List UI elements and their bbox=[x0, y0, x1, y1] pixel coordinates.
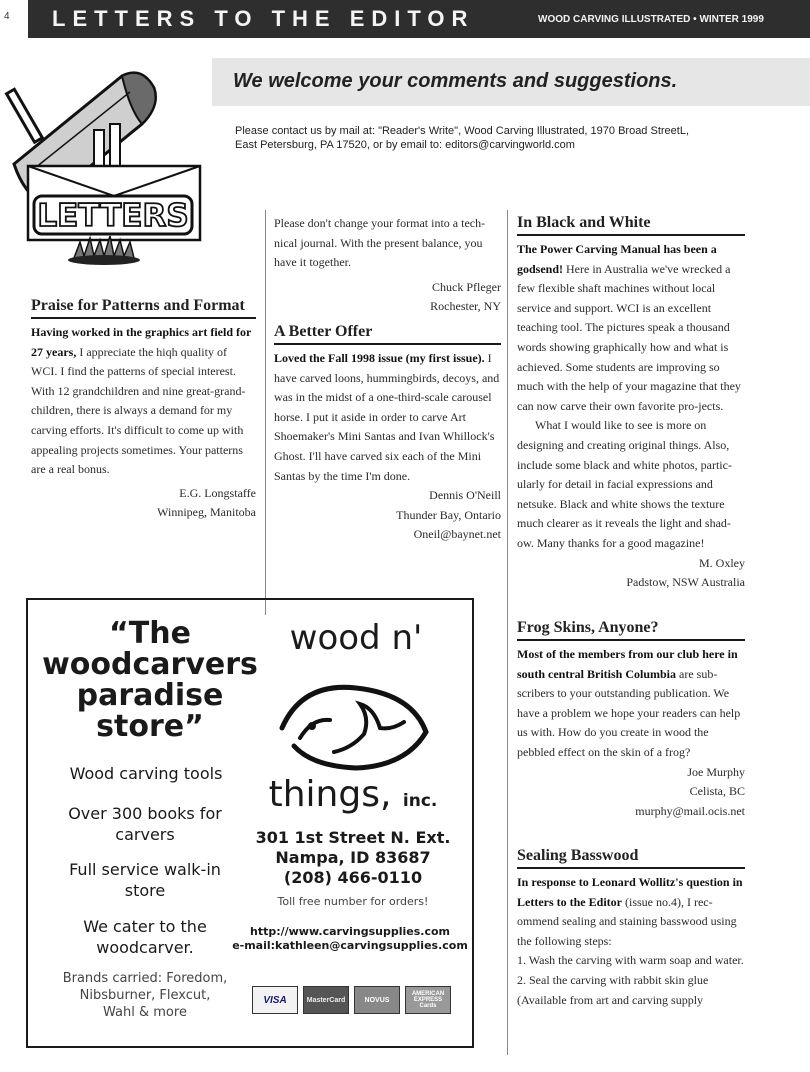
signature-location: Rochester, NY bbox=[430, 299, 501, 314]
ad-address-street: 301 1st Street N. Ext. bbox=[255, 828, 451, 847]
letter-praise bbox=[31, 296, 256, 523]
column-divider bbox=[507, 210, 508, 1055]
ad-email[interactable]: e-mail:kathleen@carvingsupplies.com bbox=[232, 939, 468, 952]
body-praise: I appreciate the hiqh quality of WCI. I find the patterns of special interest. With 12 grandchildren and nine great-grand-children, there is always a demand for my carving efforts. It's difficult to come up with appealing projects sometimes. Your patterns are a real bonus. bbox=[31, 344, 246, 477]
signature-location: Winnipeg, Manitoba bbox=[157, 505, 256, 520]
signature-name: M. Oxley bbox=[699, 555, 745, 570]
ad-feature-cater: We cater to the woodcarver. bbox=[83, 917, 207, 957]
page-number: 4 bbox=[4, 11, 10, 22]
mailbox-icon bbox=[4, 44, 204, 276]
signature-name: Dennis O'Neill bbox=[429, 488, 501, 503]
logo-sign-text: LETTERS bbox=[37, 198, 189, 234]
body-basswood: (issue no.4), I rec-ommend sealing and staining basswood using the following steps: bbox=[517, 894, 737, 948]
ad-phone: (208) 466-0110 bbox=[283, 868, 423, 887]
signature-name: Joe Murphy bbox=[687, 764, 745, 779]
signature-email: murphy@mail.ocis.net bbox=[635, 803, 745, 818]
visa-card-icon: VISA bbox=[252, 986, 298, 1014]
letter-black-white bbox=[517, 213, 745, 593]
body-format: Please don't change your format into a tech-nical journal. With the present balance, you have it together. bbox=[274, 216, 486, 270]
body-offer: I have carved loons, hummingbirds, decoys, and was in the midst of a one-third-scale carousel horse. I put it aside in order to carve Art Shoemaker's Mini Santas and Ivan Whillock's Ghost. I'll have carved six each of the Mini Santas by the time I'm done. bbox=[274, 351, 500, 483]
step-2: 2. Seal the carving with rabbit skin glue (Available from art and carving supply bbox=[517, 972, 709, 1007]
signature-name: Chuck Pfleger bbox=[432, 279, 501, 294]
issue-label: WOOD CARVING ILLUSTRATED • WINTER 1999 bbox=[538, 14, 764, 25]
body-frog: are sub-scribers to your outstanding publication. We have a problem we hope your readers can help us with. How do you create in wood the pebbled effect on the skin of a frog? bbox=[517, 666, 741, 759]
ad-feature-books: Over 300 books for carvers bbox=[68, 804, 222, 844]
ad-url[interactable]: http://www.carvingsupplies.com bbox=[249, 925, 451, 938]
letter-frog bbox=[517, 618, 745, 821]
mastercard-card-icon: MasterCard bbox=[303, 986, 349, 1014]
amex-card-icon: AMERICAN EXPRESS Cards bbox=[405, 986, 451, 1014]
ad-address-city: Nampa, ID 83687 bbox=[275, 848, 431, 867]
signature-location: Padstow, NSW Australia bbox=[626, 575, 745, 590]
welcome-heading: We welcome your comments and suggestions. bbox=[233, 70, 678, 92]
signature-location: Celista, BC bbox=[689, 784, 745, 799]
body-black-white-2: What I would like to see is more on designing and creating original things. Also, include some black and white photos, partic-ularly for detail in facial expressions and netsuke. Black and white shows the texture much clearer as it reveals the light and shad-ow. Many thanks for a good magazine! bbox=[517, 418, 732, 550]
signature-location: Thunder Bay, Ontario bbox=[396, 507, 501, 522]
lead-basswood: In response to Leonard Wollitz's question in Letters to the Editor bbox=[517, 875, 743, 909]
ad-feature-store: Full service walk-in store bbox=[69, 860, 221, 900]
ad-brand-suffix: inc. bbox=[402, 791, 438, 811]
ad-feature-tools: Wood carving tools bbox=[69, 764, 223, 783]
headline-praise: Praise for Patterns and Format bbox=[31, 296, 256, 319]
step-1: 1. Wash the carving with warm soap and water. bbox=[517, 953, 744, 968]
ad-brands: Brands carried: Foredom, Nibsburner, Flexcut, Wahl & more bbox=[62, 971, 228, 1020]
headline-basswood: Sealing Basswood bbox=[517, 846, 745, 869]
letter-format bbox=[274, 214, 501, 317]
letter-offer bbox=[274, 322, 501, 545]
ad-brand-top: wood n' bbox=[289, 618, 423, 658]
signature-email: Oneil@baynet.net bbox=[413, 527, 501, 542]
novus-card-icon: NOVUS bbox=[354, 986, 400, 1014]
headline-frog: Frog Skins, Anyone? bbox=[517, 618, 745, 641]
column-divider bbox=[265, 210, 266, 615]
ad-headline: “The woodcarvers paradise store” bbox=[42, 616, 258, 744]
headline-black-white: In Black and White bbox=[517, 213, 745, 236]
headline-offer: A Better Offer bbox=[274, 322, 501, 345]
ad-tollfree: Toll free number for orders! bbox=[277, 895, 429, 908]
bird-logo-icon bbox=[272, 668, 440, 774]
signature-name: E.G. Longstaffe bbox=[179, 485, 256, 500]
lead-offer: Loved the Fall 1998 issue (my first issue). bbox=[274, 351, 485, 365]
lead-frog: Most of the members from our club here in south central British Columbia bbox=[517, 647, 738, 681]
lead-black-white: The Power Carving Manual has been a godsend! bbox=[517, 242, 717, 276]
section-title: LETTERS TO THE EDITOR bbox=[52, 6, 475, 31]
ad-brand-bottom bbox=[248, 774, 458, 822]
contact-info: Please contact us by mail at: "Reader's Write", Wood Carving Illustrated, 1970 Broad StreetL, East Petersburg, PA 17520, or by email to: editors@carvingworld.com bbox=[235, 125, 690, 151]
lead-praise: Having worked in the graphics art field for 27 years, bbox=[31, 325, 252, 359]
ad-brand-bottom-text: things, bbox=[268, 774, 392, 815]
letter-basswood bbox=[517, 846, 745, 1010]
body-black-white: Here in Australia we've wrecked a few flexible shaft machines without local service and support. WCI is an excellent teaching tool. The pictures speak a thousand words showing graphically how and what is achieved. Some students are improving so much with the help of your magazine that they can now carve their own favorite pro-jects. bbox=[517, 261, 741, 413]
